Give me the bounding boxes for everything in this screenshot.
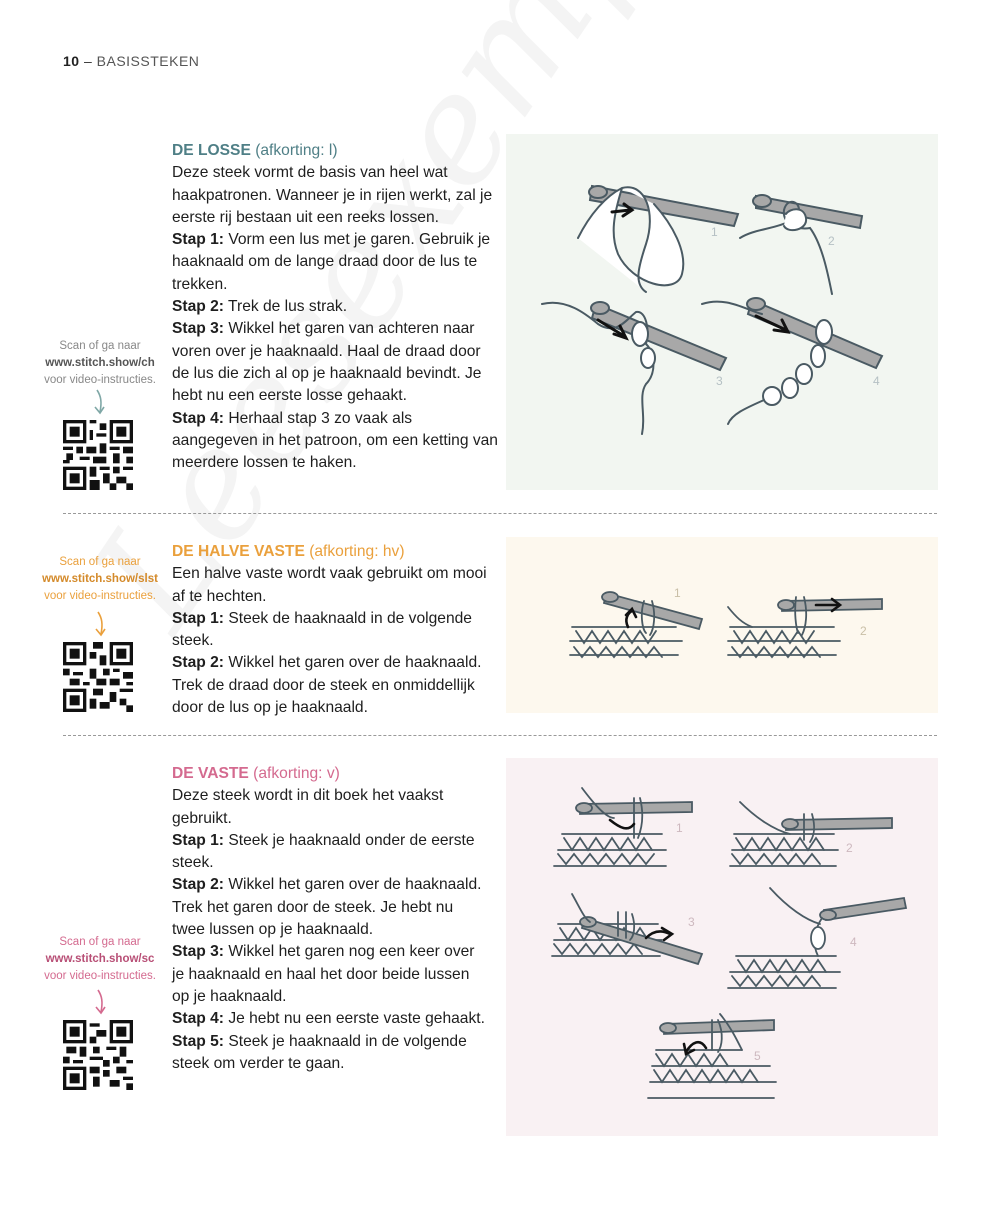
step-number: 3 xyxy=(716,374,723,388)
pointer-arrow-icon xyxy=(93,610,109,638)
step-4 xyxy=(172,1008,488,1030)
step-label: Stap 3: xyxy=(172,943,224,961)
step-text: Wikkel het garen van achteren naar voren over je haaknaald. Haal de draad door de lus die zich al op je haaknaald bevindt. Je hebt nu een eerste losse gehaakt. xyxy=(172,320,482,405)
step-number: 2 xyxy=(846,841,853,855)
step-2 xyxy=(172,652,488,719)
step-label: Stap 3: xyxy=(172,320,224,338)
section-abbreviation: (afkorting: v) xyxy=(248,765,340,782)
step-label: Stap 4: xyxy=(172,1010,224,1028)
step-number: 5 xyxy=(754,1049,761,1063)
step-3 xyxy=(172,318,502,407)
section-abbreviation: (afkorting: l) xyxy=(250,142,338,159)
section-intro: Deze steek wordt in dit boek het vaakst gebruikt. xyxy=(172,787,444,827)
section-title: DE HALVE VASTE xyxy=(172,543,305,560)
page-header xyxy=(63,53,199,69)
video-note-line3: voor video-instructies. xyxy=(44,374,156,386)
step-text: Je hebt nu een eerste vaste gehaakt. xyxy=(224,1010,485,1028)
video-link[interactable]: www.stitch.show/ch xyxy=(45,357,155,369)
video-note-line1: Scan of ga naar xyxy=(59,936,141,948)
video-note-line1: Scan of ga naar xyxy=(59,556,141,568)
section-vaste-text xyxy=(172,763,488,1075)
step-5 xyxy=(172,1031,488,1076)
step-label: Stap 1: xyxy=(172,609,224,627)
panel-background xyxy=(506,758,938,1136)
section-intro: Deze steek vormt de basis van heel wat haakpatronen. Wanneer je in rijen werkt, zal je eerste rij bestaan uit een reeks lossen. xyxy=(172,164,493,226)
section-divider xyxy=(63,513,937,514)
step-number: 4 xyxy=(873,374,880,388)
illustration-halve-vaste xyxy=(506,537,938,713)
page-number: 10 xyxy=(63,53,80,69)
step-3 xyxy=(172,941,488,1008)
step-label: Stap 2: xyxy=(172,876,224,894)
step-4 xyxy=(172,408,502,475)
step-text: Steek je haaknaald in de volgende steek om verder te gaan. xyxy=(172,1032,467,1072)
section-abbreviation: (afkorting: hv) xyxy=(304,543,405,560)
section-title: DE VASTE xyxy=(172,765,249,782)
step-number: 1 xyxy=(711,225,718,239)
video-note-line3: voor video-instructies. xyxy=(44,590,156,602)
step-1 xyxy=(172,229,502,296)
step-text: Trek de lus strak. xyxy=(224,298,348,316)
step-text: Wikkel het garen over de haaknaald. Trek de draad door de steek en onmiddellijk door de lus op je haaknaald. xyxy=(172,654,482,717)
step-1 xyxy=(172,608,488,653)
video-note-vaste xyxy=(35,934,165,985)
section-halve-vaste-text xyxy=(172,541,488,719)
video-note-line3: voor video-instructies. xyxy=(44,970,156,982)
step-text: Herhaal stap 3 zo vaak als aangegeven in het patroon, om een ketting van meerdere lossen te haken. xyxy=(172,409,498,472)
step-number: 2 xyxy=(828,234,835,248)
step-2 xyxy=(172,874,488,941)
pointer-arrow-icon xyxy=(93,988,109,1016)
qr-code-icon[interactable] xyxy=(63,642,133,712)
video-note-losse xyxy=(35,338,165,389)
step-1 xyxy=(172,830,488,875)
section-name: BASISSTEKEN xyxy=(96,53,200,69)
step-label: Stap 4: xyxy=(172,409,224,427)
header-separator: – xyxy=(79,53,97,69)
step-number: 1 xyxy=(674,586,681,600)
illustration-losse xyxy=(506,134,938,490)
step-label: Stap 2: xyxy=(172,298,224,316)
step-text: Steek de haaknaald in de volgende steek. xyxy=(172,609,472,650)
step-number: 2 xyxy=(860,624,867,638)
video-note-line1: Scan of ga naar xyxy=(59,340,141,352)
step-label: Stap 2: xyxy=(172,654,224,672)
step-text: Wikkel het garen nog een keer over je haaknaald en haal het door beide lussen op je haaknaald. xyxy=(172,943,475,1005)
qr-code-icon[interactable] xyxy=(63,420,133,490)
step-text: Vorm een lus met je garen. Gebruik je haaknaald om de lange draad door de lus te trekken. xyxy=(172,231,491,293)
step-number: 3 xyxy=(688,915,695,929)
video-note-halve-vaste xyxy=(35,554,165,605)
pointer-arrow-icon xyxy=(92,388,108,416)
step-label: Stap 5: xyxy=(172,1032,224,1050)
panel-background xyxy=(506,134,938,490)
step-label: Stap 1: xyxy=(172,831,224,849)
section-title: DE LOSSE xyxy=(172,142,251,159)
section-intro: Een halve vaste wordt vaak gebruikt om mooi af te hechten. xyxy=(172,565,487,605)
panel-background xyxy=(506,537,938,713)
step-number: 1 xyxy=(676,821,683,835)
step-2 xyxy=(172,296,502,318)
qr-code-icon[interactable] xyxy=(63,1020,133,1090)
step-label: Stap 1: xyxy=(172,231,224,249)
section-losse-text xyxy=(172,140,502,474)
video-link[interactable]: www.stitch.show/slst xyxy=(42,573,158,585)
step-text: Steek je haaknaald onder de eerste steek. xyxy=(172,831,475,872)
illustration-vaste xyxy=(506,758,938,1136)
video-link[interactable]: www.stitch.show/sc xyxy=(45,953,155,965)
step-text: Wikkel het garen over de haaknaald. Trek het garen door de steek. Je hebt nu twee lussen op je haaknaald. xyxy=(172,876,482,939)
step-number: 4 xyxy=(850,935,857,949)
section-divider xyxy=(63,735,937,736)
